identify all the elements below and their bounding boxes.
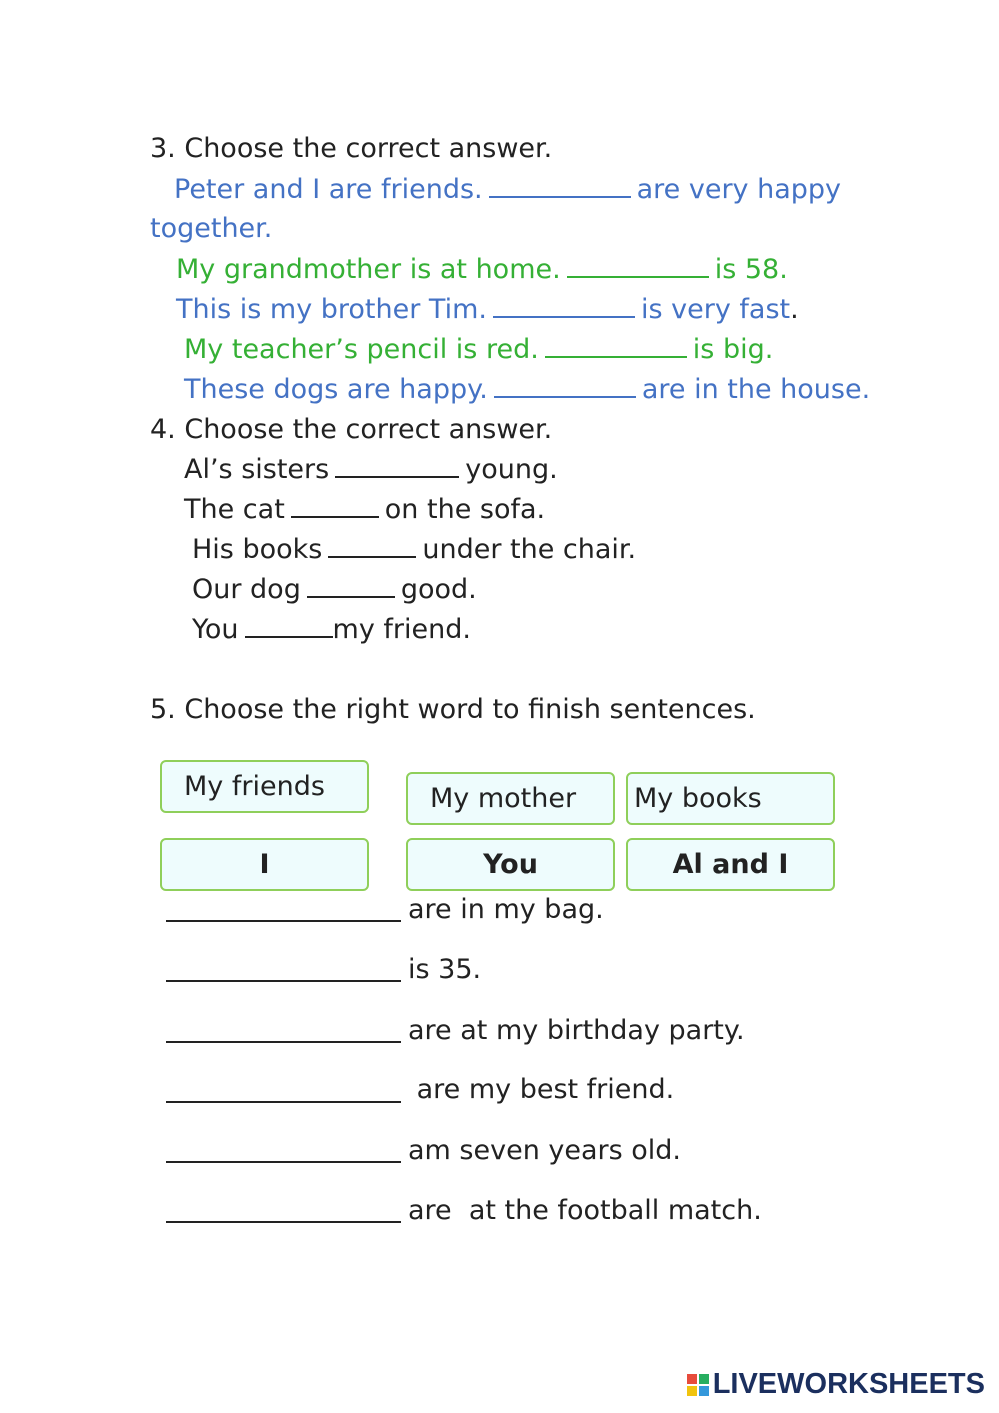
s3-q1-continuation: together. xyxy=(150,213,273,244)
s4-q3-text-a: His books xyxy=(192,534,323,565)
s3-q4-text-a: My teacher’s pencil is red. xyxy=(184,334,539,365)
s3-q5-blank[interactable] xyxy=(494,372,636,398)
s3-q3-blank[interactable] xyxy=(493,292,635,318)
s5-sentence-1: are in my bag. xyxy=(408,894,604,925)
s5-sentence-3: are at my birthday party. xyxy=(408,1015,745,1046)
s4-q4-text-b: good. xyxy=(400,574,477,605)
s3-q5-text-a: These dogs are happy. xyxy=(184,374,488,405)
s5-answer-blank-5[interactable] xyxy=(166,1161,401,1163)
s3-q3-text-a: This is my brother Tim. xyxy=(176,294,487,325)
s4-q1-blank[interactable] xyxy=(335,452,459,478)
s3-q2-blank[interactable] xyxy=(567,252,709,278)
liveworksheets-logo xyxy=(687,1368,985,1401)
s4-q2-text-a: The cat xyxy=(184,494,285,525)
s3-q4-blank[interactable] xyxy=(545,332,687,358)
s4-sentence-5 xyxy=(192,612,471,647)
section-4-heading: 4. Choose the correct answer. xyxy=(150,414,553,445)
s4-sentence-1 xyxy=(184,452,558,487)
s4-sentence-3 xyxy=(192,532,636,567)
word-box-my-friends[interactable]: My friends xyxy=(160,760,369,813)
s4-q5-text-b: my friend. xyxy=(332,614,471,645)
s4-q2-blank[interactable] xyxy=(291,492,379,518)
s4-sentence-4 xyxy=(192,572,477,607)
s3-q2-text-a: My grandmother is at home. xyxy=(176,254,561,285)
s5-answer-blank-6[interactable] xyxy=(166,1221,401,1223)
logo-square-4 xyxy=(699,1386,709,1396)
logo-square-1 xyxy=(687,1374,697,1384)
s5-sentence-5: am seven years old. xyxy=(408,1135,682,1166)
logo-square-2 xyxy=(699,1374,709,1384)
s4-sentence-2 xyxy=(184,492,545,527)
s3-q4-text-b: is big. xyxy=(692,334,774,365)
s3-q1-blank[interactable] xyxy=(489,172,631,198)
s5-answer-blank-1[interactable] xyxy=(166,920,401,922)
s5-answer-blank-4[interactable] xyxy=(166,1101,401,1103)
s3-q3-period: . xyxy=(790,294,799,325)
s4-q5-blank[interactable] xyxy=(245,612,333,638)
s4-q3-blank[interactable] xyxy=(328,532,416,558)
s3-q1-text-a: Peter and I are friends. xyxy=(174,174,483,205)
section-3-heading: 3. Choose the correct answer. xyxy=(150,133,553,164)
s3-sentence-2 xyxy=(176,252,788,287)
s4-q1-text-a: Al’s sisters xyxy=(184,454,330,485)
s4-q5-text-a: You xyxy=(192,614,239,645)
s3-q5-text-b: are in the house. xyxy=(641,374,871,405)
s5-sentence-2: is 35. xyxy=(408,954,482,985)
s3-sentence-1 xyxy=(174,172,841,207)
liveworksheets-logo-icon xyxy=(687,1374,709,1396)
s5-sentence-6: are at the football match. xyxy=(408,1195,762,1226)
s3-sentence-3 xyxy=(176,292,799,327)
s3-q3-text-b: is very fast xyxy=(640,294,791,325)
word-box-my-mother[interactable]: My mother xyxy=(406,772,615,825)
word-box-my-books[interactable]: My books xyxy=(626,772,835,825)
s4-q4-blank[interactable] xyxy=(307,572,395,598)
s4-q3-text-b: under the chair. xyxy=(422,534,637,565)
section-5-heading: 5. Choose the right word to finish sentences. xyxy=(150,694,756,725)
s3-q1-text-b: are very happy xyxy=(636,174,842,205)
s4-q4-text-a: Our dog xyxy=(192,574,301,605)
s3-sentence-5 xyxy=(184,372,870,407)
liveworksheets-logo-text: LIVEWORKSHEETS xyxy=(712,1368,985,1400)
s3-sentence-4 xyxy=(184,332,773,367)
s5-sentence-4: are my best friend. xyxy=(408,1074,675,1105)
word-box-you[interactable]: You xyxy=(406,838,615,891)
logo-square-3 xyxy=(687,1386,697,1396)
s5-answer-blank-2[interactable] xyxy=(166,980,401,982)
s3-q2-text-b: is 58. xyxy=(714,254,788,285)
word-box-i[interactable]: I xyxy=(160,838,369,891)
s4-q2-text-b: on the sofa. xyxy=(384,494,546,525)
s5-answer-blank-3[interactable] xyxy=(166,1041,401,1043)
word-box-al-and-i[interactable]: Al and I xyxy=(626,838,835,891)
s4-q1-text-b: young. xyxy=(465,454,558,485)
